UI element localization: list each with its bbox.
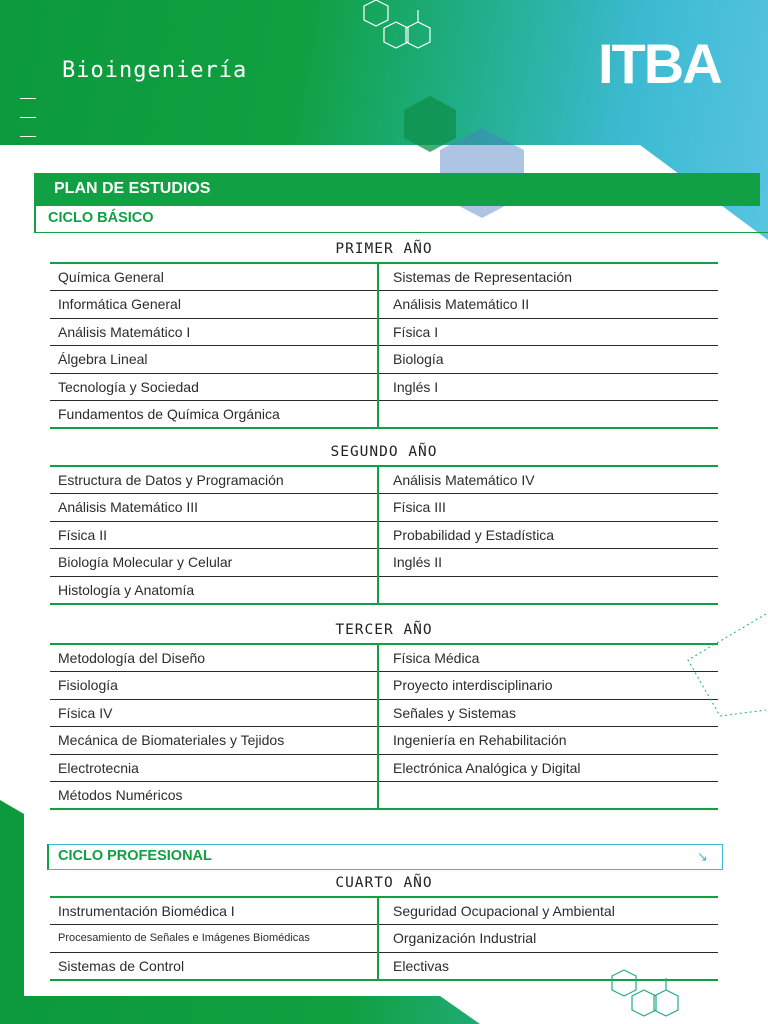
course-cell: Biología Molecular y Celular bbox=[50, 549, 378, 577]
course-table-year-1 bbox=[50, 262, 718, 429]
course-cell: Fundamentos de Química Orgánica bbox=[50, 401, 378, 429]
course-cell: Seguridad Ocupacional y Ambiental bbox=[378, 897, 718, 925]
year-title: TERCER AÑO bbox=[335, 622, 433, 638]
table-row bbox=[50, 494, 718, 522]
table-row bbox=[50, 699, 718, 727]
course-cell: Proyecto interdisciplinario bbox=[378, 672, 718, 700]
year-title: PRIMER AÑO bbox=[335, 241, 433, 257]
year-title: SEGUNDO AÑO bbox=[330, 444, 438, 460]
course-cell: Electivas bbox=[378, 952, 718, 980]
table-row bbox=[50, 401, 718, 429]
course-cell: Estructura de Datos y Programación bbox=[50, 466, 378, 494]
molecule-icon bbox=[610, 966, 680, 1022]
dotted-triangle-icon bbox=[684, 610, 768, 720]
menu-icon[interactable] bbox=[20, 98, 36, 155]
molecule-icon bbox=[360, 0, 440, 52]
course-cell: Mecánica de Biomateriales y Tejidos bbox=[50, 727, 378, 755]
table-row bbox=[50, 291, 718, 319]
course-cell: Electrotecnia bbox=[50, 754, 378, 782]
course-cell: Probabilidad y Estadística bbox=[378, 521, 718, 549]
table-row bbox=[50, 782, 718, 810]
course-cell: Fisiología bbox=[50, 672, 378, 700]
course-table-year-3 bbox=[50, 643, 718, 810]
course-cell: Instrumentación Biomédica I bbox=[50, 897, 378, 925]
course-cell: Álgebra Lineal bbox=[50, 346, 378, 374]
course-cell: Inglés II bbox=[378, 549, 718, 577]
plan-title: PLAN DE ESTUDIOS bbox=[54, 180, 211, 197]
year-title: CUARTO AÑO bbox=[335, 875, 433, 891]
table-row bbox=[50, 521, 718, 549]
table-row bbox=[50, 466, 718, 494]
table-row bbox=[50, 644, 718, 672]
course-cell: Análisis Matemático III bbox=[50, 494, 378, 522]
course-cell: Análisis Matemático IV bbox=[378, 466, 718, 494]
course-cell: Histología y Anatomía bbox=[50, 576, 378, 604]
table-row bbox=[50, 727, 718, 755]
table-row bbox=[50, 549, 718, 577]
course-cell: Física II bbox=[50, 521, 378, 549]
course-cell: Física I bbox=[378, 318, 718, 346]
course-cell: Física Médica bbox=[378, 644, 718, 672]
table-row bbox=[50, 373, 718, 401]
course-cell: Ingeniería en Rehabilitación bbox=[378, 727, 718, 755]
course-cell bbox=[378, 782, 718, 810]
table-row bbox=[50, 263, 718, 291]
course-cell: Análisis Matemático I bbox=[50, 318, 378, 346]
course-cell: Sistemas de Control bbox=[50, 952, 378, 980]
table-row bbox=[50, 754, 718, 782]
course-cell: Métodos Numéricos bbox=[50, 782, 378, 810]
course-cell: Señales y Sistemas bbox=[378, 699, 718, 727]
ciclo-basico-label: CICLO BÁSICO bbox=[48, 210, 154, 226]
course-cell: Metodología del Diseño bbox=[50, 644, 378, 672]
table-row bbox=[50, 672, 718, 700]
arrow-down-right-icon: ↘ bbox=[697, 849, 708, 864]
course-cell: Informática General bbox=[50, 291, 378, 319]
table-row bbox=[50, 318, 718, 346]
left-accent-strip bbox=[0, 800, 24, 1024]
course-cell: Tecnología y Sociedad bbox=[50, 373, 378, 401]
itba-logo: ITBA bbox=[598, 32, 721, 95]
table-row bbox=[50, 346, 718, 374]
table-row bbox=[50, 925, 718, 953]
course-cell: Análisis Matemático II bbox=[378, 291, 718, 319]
course-cell: Inglés I bbox=[378, 373, 718, 401]
table-row bbox=[50, 897, 718, 925]
course-cell: Física IV bbox=[50, 699, 378, 727]
program-title: Bioingeniería bbox=[62, 58, 248, 83]
course-cell bbox=[378, 576, 718, 604]
ciclo-profesional-label: CICLO PROFESIONAL bbox=[58, 848, 212, 864]
table-row bbox=[50, 576, 718, 604]
course-cell: Biología bbox=[378, 346, 718, 374]
course-cell: Química General bbox=[50, 263, 378, 291]
course-cell: Organización Industrial bbox=[378, 925, 718, 953]
course-cell: Procesamiento de Señales e Imágenes Biomédicas bbox=[50, 925, 378, 953]
course-table-year-2 bbox=[50, 465, 718, 605]
course-cell bbox=[378, 401, 718, 429]
course-cell: Física III bbox=[378, 494, 718, 522]
course-cell: Electrónica Analógica y Digital bbox=[378, 754, 718, 782]
course-cell: Sistemas de Representación bbox=[378, 263, 718, 291]
